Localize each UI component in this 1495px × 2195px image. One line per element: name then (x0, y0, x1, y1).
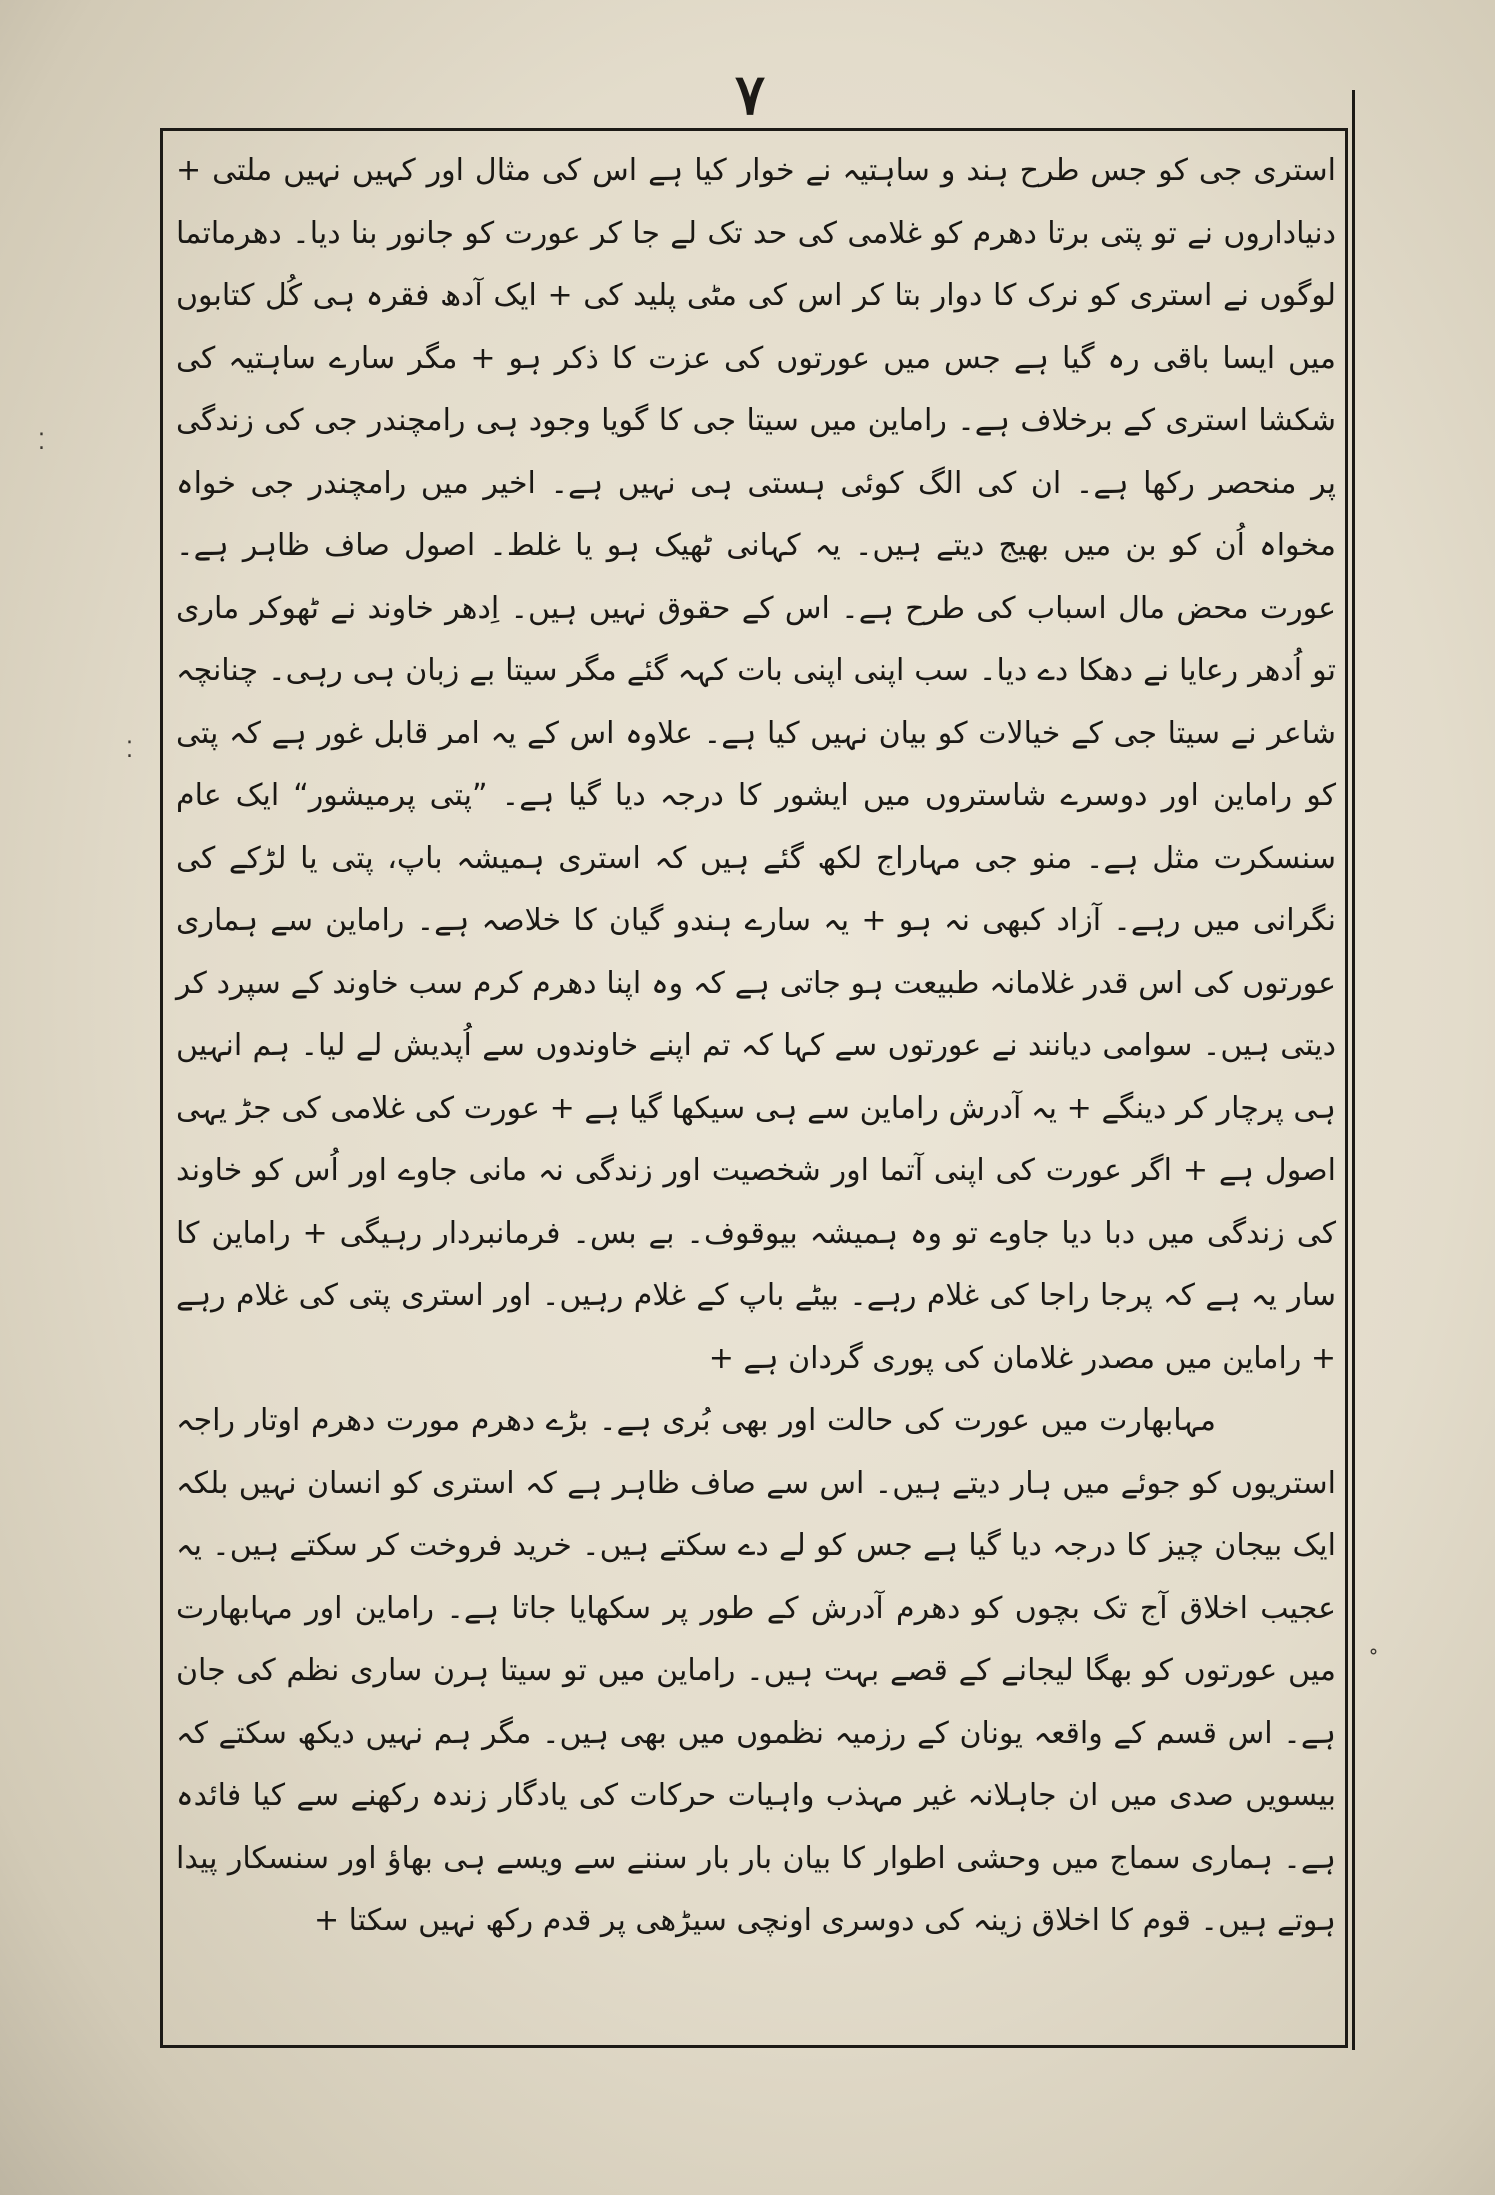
text-body (176, 140, 1336, 2040)
paragraph-1: استری جی کو جس طرح ہند و ساہتیہ نے خوار کیا ہے اس کی مثال اور کہیں نہیں ملتی + دنیاداروں نے تو پتی برتا دھرم کو غلامی کی حد تک لے جا کر عورت کو جانور بنا دیا۔ دھرماتما لوگوں نے استری کو نرک کا دوار بتا کر اس کی مٹی پلید کی + ایک آدھ فقرہ ہی کُل کتابوں میں ایسا باقی رہ گیا ہے جس میں عورتوں کی عزت کا ذکر ہو + مگر سارے ساہتیہ کی شکشا استری کے برخلاف ہے۔ راماین میں سیتا جی کا گویا وجود ہی رامچندر جی کی زندگی پر منحصر رکھا ہے۔ ان کی الگ کوئی ہستی ہی نہیں ہے۔ اخیر میں رامچندر جی خواہ مخواہ اُن کو بن میں بھیج دیتے ہیں۔ یہ کہانی ٹھیک ہو یا غلط۔ اصول صاف ظاہر ہے۔ عورت محض مال اسباب کی طرح ہے۔ اس کے حقوق نہیں ہیں۔ اِدھر خاوند نے ٹھوکر ماری تو اُدھر رعایا نے دھکا دے دیا۔ سب اپنی اپنی بات کہہ گئے مگر سیتا بے زبان ہی رہی۔ چنانچہ شاعر نے سیتا جی کے خیالات کو بیان نہیں کیا ہے۔ علاوہ اس کے یہ امر قابل غور ہے کہ پتی کو راماین اور دوسرے شاستروں میں ایشور کا درجہ دیا گیا ہے۔ ”پتی پرمیشور“ ایک عام سنسکرت مثل ہے۔ منو جی مہاراج لکھ گئے ہیں کہ استری ہمیشہ باپ، پتی یا لڑکے کی نگرانی میں رہے۔ آزاد کبھی نہ ہو + یہ سارے ہندو گیان کا خلاصہ ہے۔ راماین سے ہماری عورتوں کی اس قدر غلامانہ طبیعت ہو جاتی ہے کہ وہ اپنا دھرم کرم سب خاوند کے سپرد کر دیتی ہیں۔ سوامی دیانند نے عورتوں سے کہا کہ تم اپنے خاوندوں سے اُپدیش لے لیا۔ ہم انہیں ہی پرچار کر دینگے + یہ آدرش راماین سے ہی سیکھا گیا ہے + عورت کی غلامی کی جڑ یہی اصول ہے + اگر عورت کی اپنی آتما اور شخصیت اور زندگی نہ مانی جاوے اور اُس کو خاوند کی زندگی میں دبا دیا جاوے تو وہ ہمیشہ بیوقوف۔ بے بس۔ فرمانبردار رہیگی + راماین کا سار یہ ہے کہ پرجا راجا کی غلام رہے۔ بیٹے باپ کے غلام رہیں۔ اور استری پتی کی غلام رہے + راماین میں مصدر غلامان کی پوری گردان ہے + (176, 153, 1336, 1376)
margin-speck: ⁚ (38, 430, 45, 455)
page-number: ۷ (734, 62, 766, 128)
frame-rule-right (1352, 90, 1355, 2050)
paragraph-2: مہابھارت میں عورت کی حالت اور بھی بُری ہے۔ بڑے دھرم مورت دھرم اوتار راجہ استریوں کو جوئے میں ہار دیتے ہیں۔ اس سے صاف ظاہر ہے کہ استری کو انسان نہیں بلکہ ایک بیجان چیز کا درجہ دیا گیا ہے جس کو لے دے سکتے ہیں۔ خرید فروخت کر سکتے ہیں۔ یہ عجیب اخلاق آج تک بچوں کو دھرم آدرش کے طور پر سکھایا جاتا ہے۔ راماین اور مہابھارت میں عورتوں کو بھگا لیجانے کے قصے بہت ہیں۔ راماین میں تو سیتا ہرن ساری نظم کی جان ہے۔ اس قسم کے واقعہ یونان کے رزمیہ نظموں میں بھی ہیں۔ مگر ہم نہیں دیکھ سکتے کہ بیسویں صدی میں ان جاہلانہ غیر مہذب واہیات حرکات کی یادگار زندہ رکھنے سے کیا فائدہ ہے۔ ہماری سماج میں وحشی اطوار کا بیان بار بار سننے سے ویسے ہی بھاؤ اور سنسکار پیدا ہوتے ہیں۔ قوم کا اخلاق زینہ کی دوسری اونچی سیڑھی پر قدم رکھ نہیں سکتا + (176, 1403, 1336, 1938)
margin-speck: ⁚ (126, 738, 133, 763)
margin-speck: ˳ (1368, 1630, 1379, 1655)
